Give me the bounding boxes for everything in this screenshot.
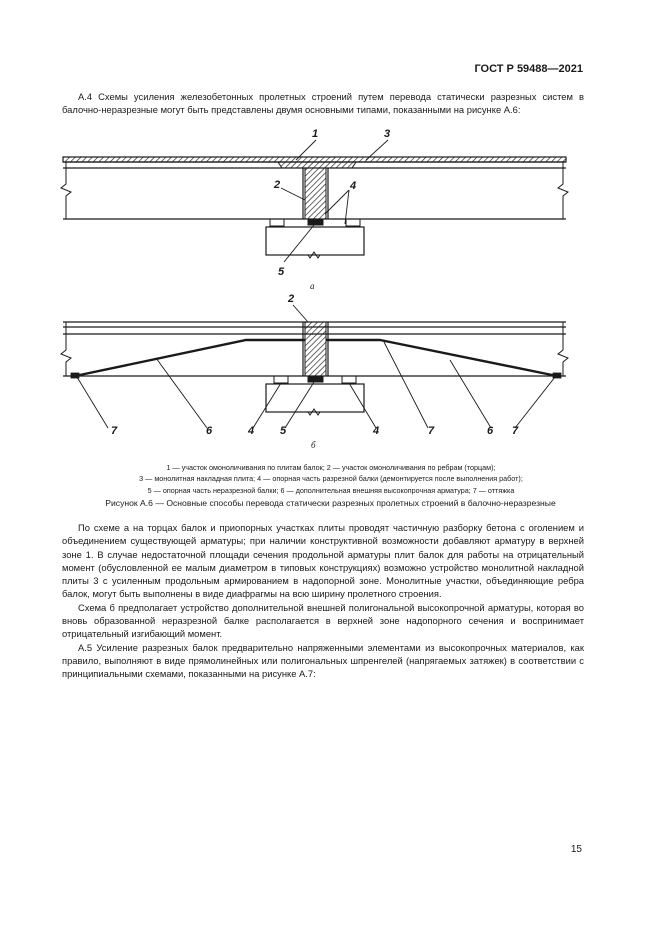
body-text [62, 521, 584, 681]
paragraph-a5: А.5 Усиление разрезных балок предварительно напряженными элементами из высокопрочных материалов, как правило, выполняют в виде прямолинейных или полигональных шпренгелей (напрягаемых затяжек) в соответствии с принципиальными схемами, показанными на рисунке А.7: [62, 641, 584, 680]
label-b-6-right: 6 [487, 425, 494, 437]
label-a-1: 1 [312, 128, 319, 140]
scheme-a-labels [273, 128, 390, 291]
scheme-b-diagram [61, 305, 568, 428]
label-b-7-mid: 7 [428, 425, 435, 437]
figure-caption: Рисунок А.6 — Основные способы перевода статически разрезных пролетных строений в балочно-неразрезные [105, 498, 556, 508]
page-number: 15 [570, 844, 582, 855]
label-b-7-left: 7 [111, 425, 118, 437]
legend-line: 5 — опорная часть неразрезной балки; 6 — дополнительная внешняя высокопрочная арматура; 7 — оттяжка [147, 485, 515, 495]
intro-text: А.4 Схемы усиления железобетонных пролетных строений путем перевода статически разрезных систем в балочно-неразрезные могут быть представлены двумя основными типами, показанными на рисунке А.6: [62, 91, 584, 116]
label-a-2: 2 [274, 179, 281, 191]
scheme-a-diagram [61, 140, 568, 262]
label-a-5: 5 [278, 266, 285, 278]
label-b-2: 2 [288, 293, 295, 305]
paragraph-scheme-b: Схема б предполагает устройство дополнительной внешней полигональной высокопрочной арматуры, которая во вновь образованной неразрезной балке располагается в верхней зоне надопорного сечения и воспринимает отрицательный изгибающий момент. [62, 601, 584, 640]
figure-legend [40, 462, 622, 496]
label-b-6-left: 6 [206, 425, 213, 437]
standard-number: ГОСТ Р 59488—2021 [474, 63, 583, 75]
label-b-4-right: 4 [373, 425, 380, 437]
label-b-4-left: 4 [248, 425, 255, 437]
label-b-7-right: 7 [512, 425, 519, 437]
subfigure-b-label: б [311, 440, 316, 450]
label-a-3: 3 [384, 128, 391, 140]
subfigure-a-label: а [310, 281, 315, 291]
label-b-5: 5 [280, 425, 287, 437]
legend-line: 3 — монолитная накладная плита; 4 — опорная часть разрезной балки (демонтируется после выполнения работ); [139, 474, 523, 484]
label-a-4: 4 [350, 180, 357, 192]
paragraph-scheme-a: По схеме а на торцах балок и приопорных участках плиты проводят частичную разборку бетона с оголением и объединением существующей арматуры; при наличии конструктивной возможности добавляют арматуру в верхней зоне 1. В случае недостаточной площади сечения продольной арматуры плит балок для работы на отрицательный момент (обусловленной ее малым диаметром в типовых конструкциях) возможно устройство монолитной накладной плиты 3 с усиленным продольным армированием в надопорной зоне. Монолитные участки, объединяющие ребра балок, могут быть выполнены в виде диафрагмы на всю ширину пролетного строения. [62, 522, 584, 600]
legend-line: 1 — участок омоноличивания по плитам балок; 2 — участок омоноличивания по ребрам (торцам); [166, 463, 496, 472]
